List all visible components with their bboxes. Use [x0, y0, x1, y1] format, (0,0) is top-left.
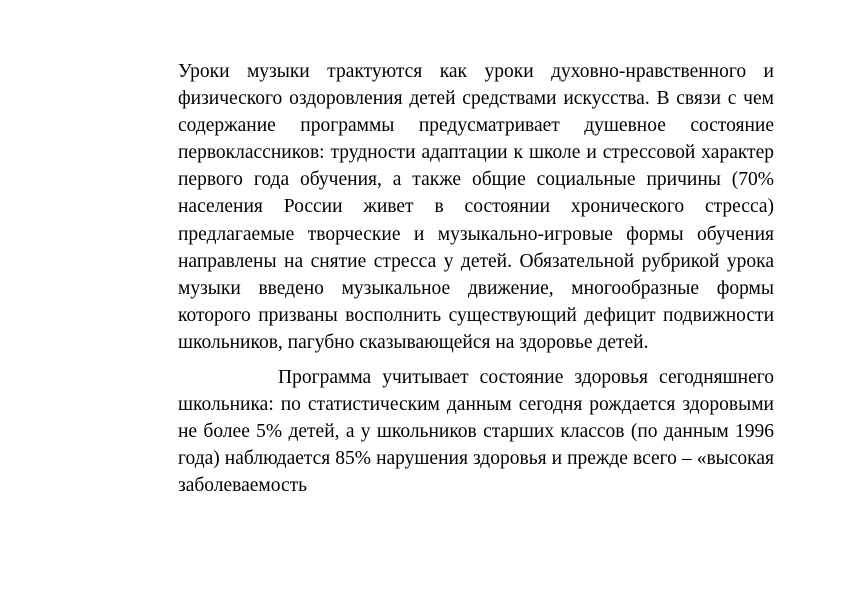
document-text	[178, 58, 774, 500]
paragraph-music-lessons: Уроки музыки трактуются как уроки духовно-нравственного и физического оздоровления детей средствами искусства. В связи с чем содержание программы предусматривает душевное состояние первоклассников: трудности адаптации к школе и стрессовой характер первого года обучения, а также общие социальные причины (70% населения России живет в состоянии хронического стресса) предлагаемые творческие и музыкально-игровые формы обучения направлены на снятие стресса у детей. Обязательной рубрикой урока музыки введено музыкальное движение, многообразные формы которого призваны восполнить существующий дефицит подвижности школьников, пагубно сказывающейся на здоровье детей.	[178, 61, 774, 353]
paragraph-program-health: Программа учитывает состояние здоровья сегодняшнего школьника: по статистическим данным сегодня рождается здоровыми не более 5% детей, а у школьников старших классов (по данным 1996 года) наблюдается 85% нарушения здоровья и прежде всего – «высокая заболеваемость	[178, 367, 774, 497]
